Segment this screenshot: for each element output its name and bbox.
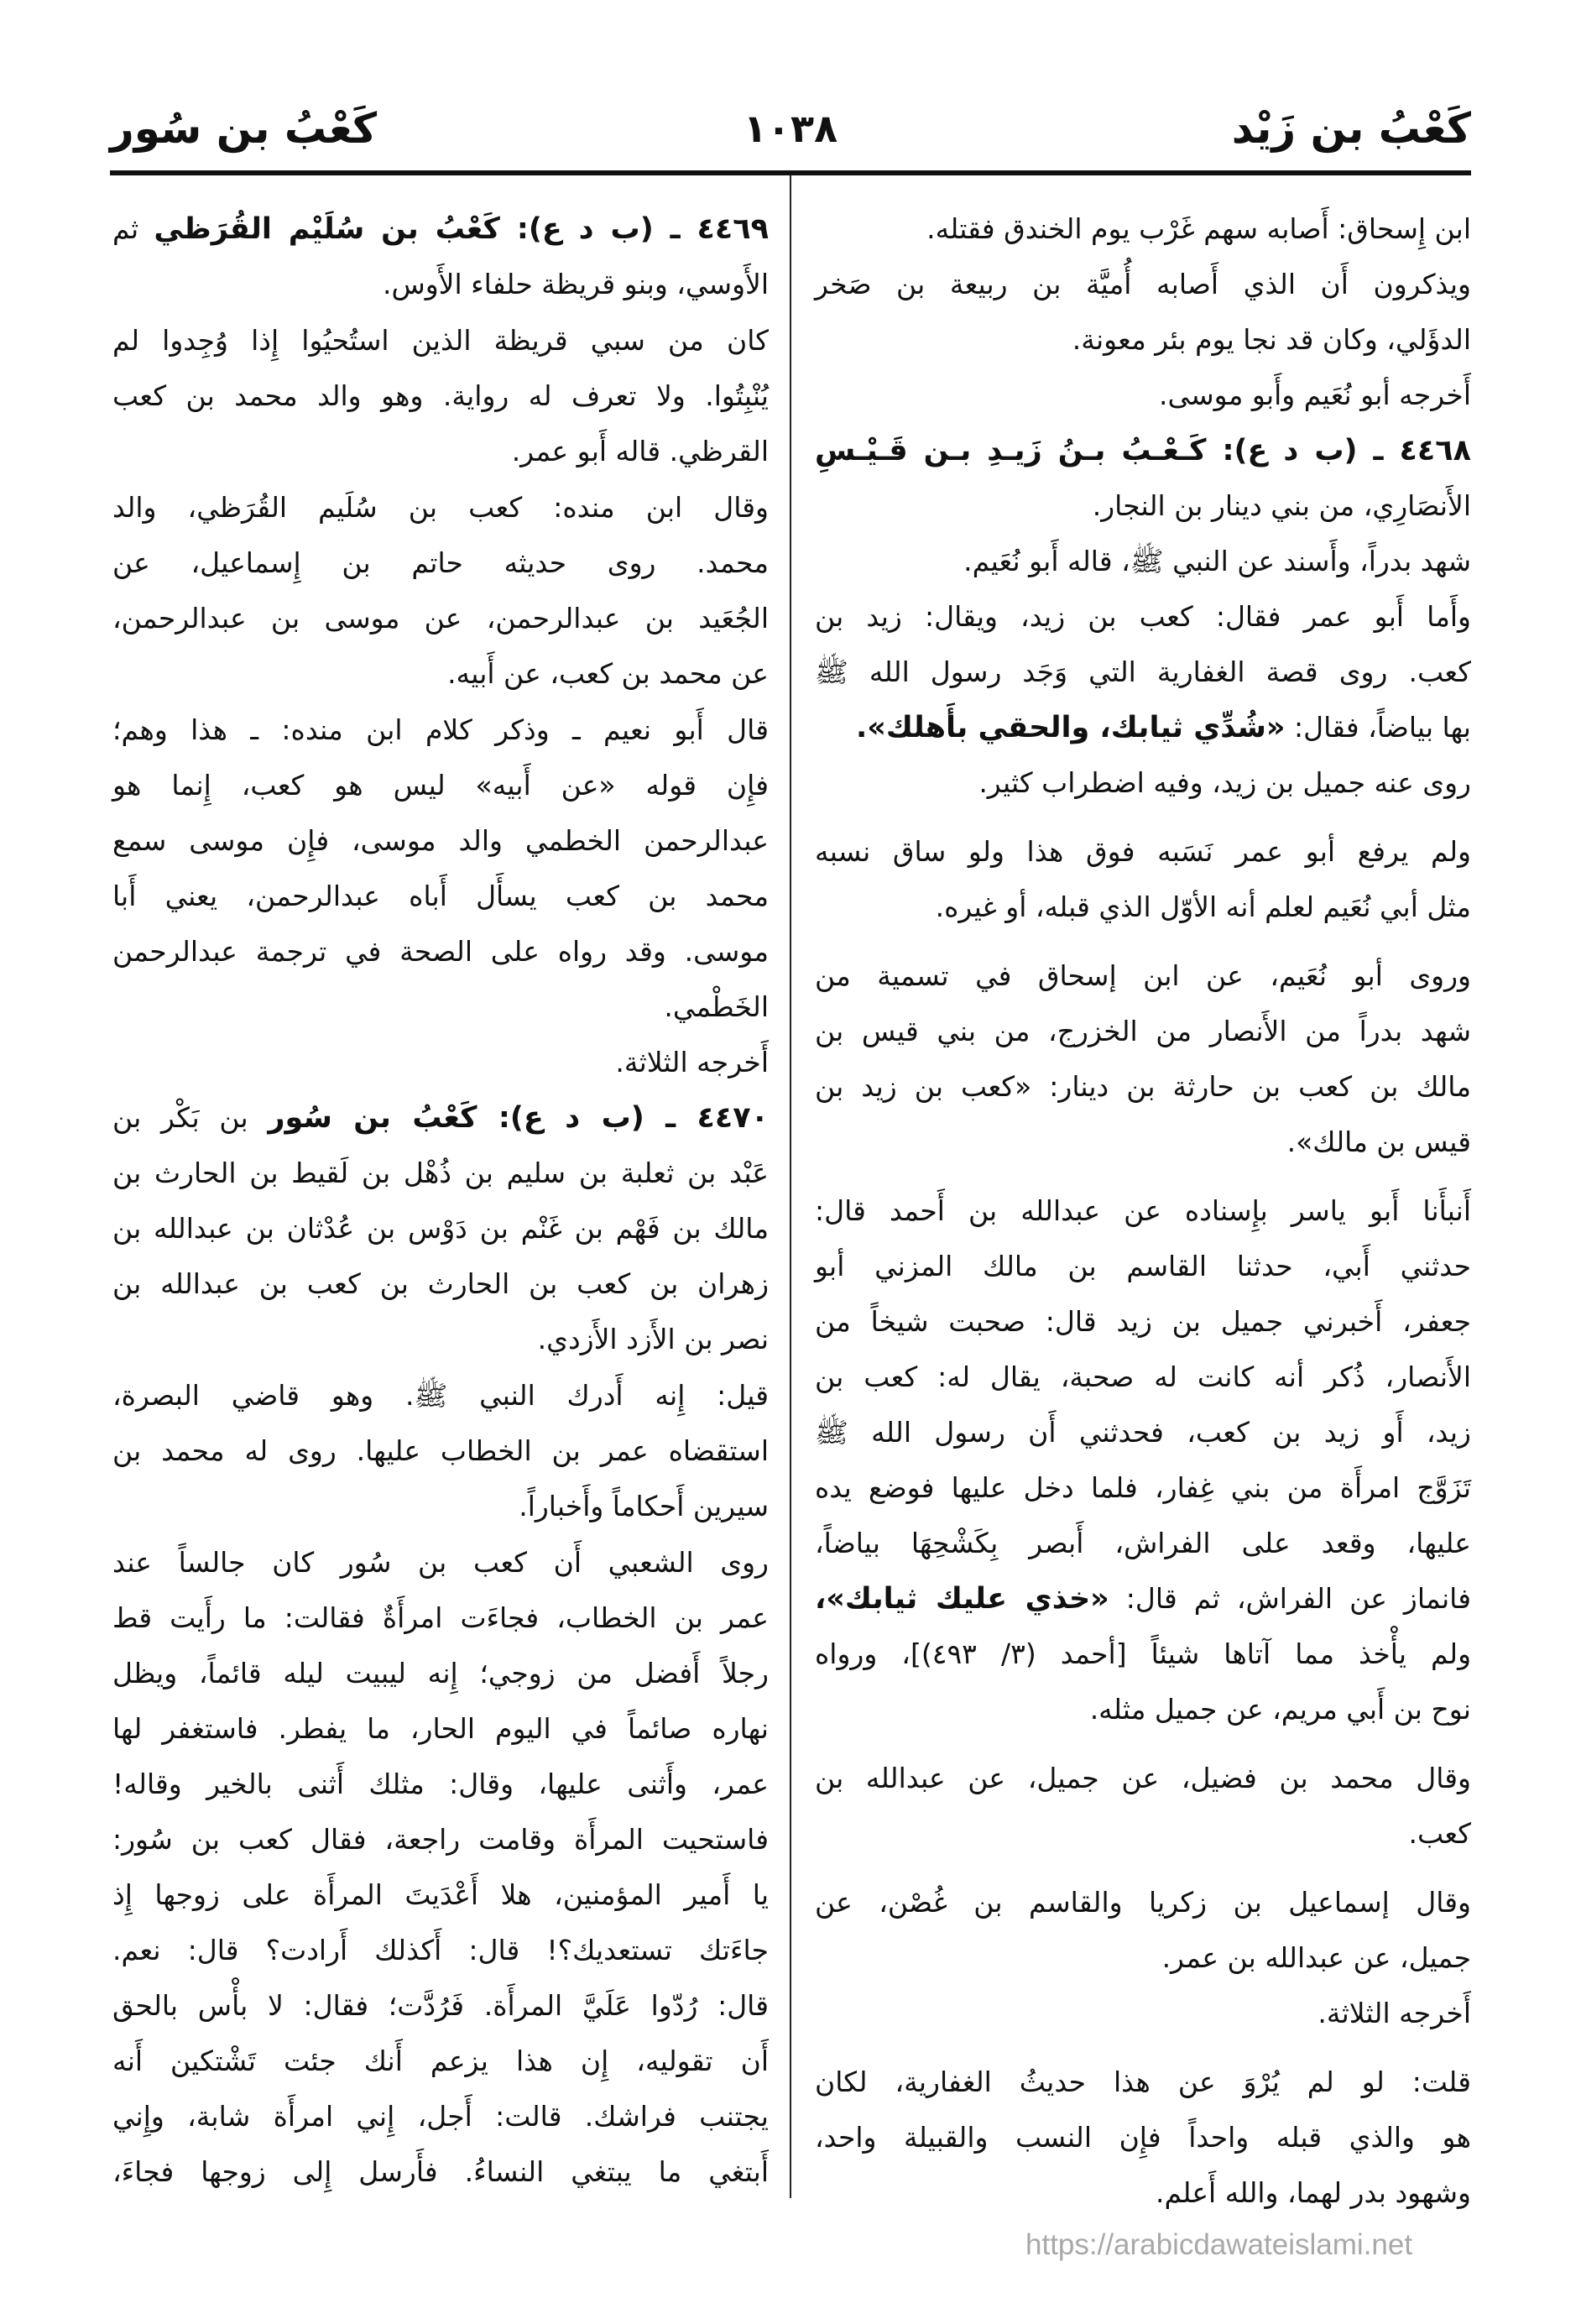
line-text: جعفر، أَخبرني جميل بن زيد قال: صحبت شيخاً من [815, 1305, 1471, 1338]
text-line [112, 1256, 769, 1312]
text-line [112, 1646, 769, 1701]
line-text: جاءَتك تستعديك؟! قال: أَكذلك أَرادت؟ قال: نعم. [112, 1934, 769, 1966]
line-text: زهران بن كعب بن الحارث بن كعب بن عبدالله بن [112, 1267, 769, 1300]
text-line [112, 1867, 769, 1923]
line-text: يجتنب فراشك. قالت: أَجل، إِني امرأَة شابة، وإِني [112, 2100, 769, 2133]
line-text: كعب. [1408, 1817, 1471, 1850]
text-line [815, 1516, 1471, 1571]
right-column [815, 201, 1471, 2221]
line-text: أَخرجه الثلاثة. [615, 1046, 769, 1078]
line-text: قلت: لو لم يُرْوَ عن هذا حديثُ الغفارية، لكان [815, 2065, 1471, 2098]
text-line [815, 1183, 1471, 1239]
text-line [815, 824, 1471, 880]
line-text: أَخرجه أبو نُعَيم وأَبو موسى. [1159, 379, 1471, 411]
line-text: رجلاً أَفضل من زوجي؛ إِنه ليبيت ليله قائماً، ويظل [112, 1657, 769, 1689]
text-line [112, 813, 769, 869]
text-line [815, 534, 1471, 589]
line-text: أَبتغي ما يبتغي النساءُ. فأَرسل إِلى زوجها فجاءَ، [112, 2155, 769, 2188]
text-line [112, 1312, 769, 1367]
text-line [815, 2055, 1471, 2110]
text-line [815, 2110, 1471, 2165]
text-line [112, 1757, 769, 1812]
line-text: هو والذي قبله واحداً فإِن النسب والقبيلة واحد، [815, 2121, 1471, 2154]
line-text: قيل: إِنه أَدرك النبي ﷺ. وهو قاضي البصرة، [112, 1379, 769, 1412]
text-line [112, 979, 769, 1035]
line-text: وشهود بدر لهما، والله أَعلم. [1155, 2176, 1471, 2209]
text-line [815, 1239, 1471, 1294]
line-text: استقضاه عمر بن الخطاب عليها. روى له محمد بن [112, 1434, 769, 1467]
line-text: وقال إسماعيل بن زكريا والقاسم بن غُصْن، عن [815, 1886, 1471, 1919]
line-text: يُنْبِتُوا. ولا تعرف له رواية. وهو والد محمد بن كعب [112, 379, 769, 412]
line-text: قال: رُدّوا عَلَيَّ المرأَة. فَرُدَّت؛ فقال: لا بأْس بالحق [112, 1989, 769, 2022]
text-line [815, 257, 1471, 312]
text-line [112, 535, 769, 591]
line-text: مالك بن فَهْم بن غَنْم بن دَوْس بن عُدْثان بن عبدالله بن [112, 1212, 769, 1245]
entry-heading-line [112, 1090, 769, 1146]
text-line [815, 755, 1471, 811]
text-line [815, 589, 1471, 645]
left-column [112, 201, 769, 2200]
line-text: روى عنه جميل بن زيد، وفيه اضطراب كثير. [978, 766, 1471, 799]
entry-heading: ٤٤٧٠ ـ (ب د ع): كَعْبُ بن سُور [268, 1101, 769, 1135]
running-header-right: كَعْبُ بن زَيْد [1231, 104, 1471, 153]
line-text: الأَوسي، وبنو قريظة حلفاء الأَوس. [382, 268, 769, 300]
text-line [815, 312, 1471, 368]
text-line [112, 1812, 769, 1867]
text-line [112, 1423, 769, 1479]
line-text: نوح بن أَبي مريم، عن جميل مثله. [1089, 1693, 1471, 1726]
entry-heading-line [112, 201, 769, 257]
line-text: قيس بن مالك». [1286, 1125, 1471, 1158]
line-text: وقال محمد بن فضيل، عن جميل، عن عبدالله بن [815, 1762, 1471, 1794]
line-text: ويذكرون أَن الذي أَصابه أُميَّة بن ربيعة بن صَخر [815, 268, 1471, 300]
line-text: محمد. روى حديثه حاتم بن إِسماعيل، عن [112, 546, 769, 579]
line-text: عن محمد بن كعب، عن أَبيه. [447, 657, 769, 690]
text-line [112, 646, 769, 702]
line-text: أَنبأَنا أَبو ياسر بإِسناده عن عبدالله بن أَحمد قال: [815, 1194, 1471, 1227]
line-text: كعب. روى قصة الغفارية التي وَجَد رسول الله ﷺ [815, 655, 1471, 688]
text-line [112, 257, 769, 312]
text-line [112, 869, 769, 924]
line-text: بن بَكْر بن [112, 1101, 269, 1134]
text-line [815, 2165, 1471, 2221]
line-text: كان من سبي قريظة الذين استُحيُوا إِذا وُجِدوا لم [112, 324, 769, 357]
text-line [112, 1923, 769, 1978]
line-text: ولم يأْخذ مما آتاها شيئاً [أحمد (٣/ ٤٩٣)]، ورواه [815, 1637, 1472, 1670]
text-line [815, 478, 1471, 534]
text-line [815, 201, 1471, 257]
text-line [815, 1682, 1471, 1737]
text-line [112, 924, 769, 979]
text-line [815, 1460, 1471, 1516]
text-line [112, 2144, 769, 2200]
entry-heading: ٤٤٦٨ ـ (ب د ع): كَـعْـبُ بـنُ زَيـدِ بـن قَـيْـسِ [815, 434, 1471, 467]
line-text: وقال ابن منده: كعب بن سُلَيم القُرَظي، والد [112, 491, 769, 524]
text-line [112, 2089, 769, 2144]
line-text: موسى. وقد رواه على الصحة في ترجمة عبدالرحمن [112, 935, 769, 968]
text-line [815, 1875, 1471, 1930]
line-text: مالك بن كعب بن حارثة بن دينار: «كعب بن زيد بن [815, 1070, 1471, 1103]
text-line [815, 645, 1471, 700]
page-number: ١٠٣٨ [743, 106, 838, 151]
running-header-left: كَعْبُ بن سُور [110, 104, 378, 153]
line-text: حدثني أَبي، حدثنا القاسم بن مالك المزني أبو [815, 1250, 1471, 1282]
line-text: وأَما أَبو عمر فقال: كعب بن زيد، ويقال: زيد بن [815, 600, 1471, 633]
line-text: نصر بن الأَزد الأَزدي. [537, 1323, 769, 1355]
text-line [815, 1059, 1471, 1115]
line-text: عليها، وقعد على الفراش، أَبصر بِكَشْحِهَا بياضاً، [815, 1527, 1471, 1559]
hadith-quote: «خذي عليك ثيابك»، [815, 1582, 1109, 1616]
entry-heading: ٤٤٦٩ ـ (ب د ع): كَعْبُ بن سُلَيْم القُرَظي [154, 212, 769, 246]
text-line [815, 1627, 1471, 1682]
text-line [815, 1115, 1471, 1170]
text-line [815, 1751, 1471, 1806]
line-text: وروى أبو نُعَيم، عن ابن إسحاق في تسمية من [815, 959, 1471, 992]
text-line [112, 1368, 769, 1423]
line-text: بها بياضاً، فقال: [1285, 711, 1471, 744]
line-text: عَبْد بن ثعلبة بن سليم بن ذُهْل بن لَقيط بن الحارث بن [112, 1157, 769, 1189]
line-text: الدؤَلي، وكان قد نجا يوم بئر معونة. [1072, 323, 1471, 356]
text-line [112, 1201, 769, 1256]
line-text: عمر بن الخطاب، فجاءَت امرأَةٌ فقالت: ما رأَيت قط [112, 1601, 769, 1634]
line-text: الجُعَيد بن عبدالرحمن، عن موسى بن عبدالرحمن، [112, 602, 769, 635]
line-text: الأَنصار، ذُكر أنه كانت له صحبة، يقال له: كعب بن [815, 1360, 1471, 1393]
text-line [815, 1571, 1471, 1627]
line-text: شهد بدراً، وأَسند عن النبي ﷺ، قاله أَبو نُعَيم. [963, 545, 1471, 577]
line-text: القرظي. قاله أَبو عمر. [511, 435, 769, 467]
line-text: زيد، أَو زيد بن كعب، فحدثني أَن رسول الله ﷺ [815, 1416, 1471, 1449]
line-text: أَن تقوليه، إِن هذا يزعم أَنك جئت تَشْتكين أَنه [112, 2045, 769, 2077]
text-line [112, 758, 769, 813]
line-text: ابن إِسحاق: أَصابه سهم غَرْب يوم الخندق فقتله. [926, 212, 1471, 245]
line-text: محمد بن كعب يسأَل أَباه عبدالرحمن، يعني أَبا [112, 880, 769, 912]
text-line [815, 1004, 1471, 1059]
line-text: فاستحيت المرأَة وقامت راجعة، فقال كعب بن سُور: [112, 1823, 769, 1856]
line-text: عبدالرحمن الخطمي والد موسى، فإِن موسى سمع [112, 824, 769, 857]
line-text: فإِن قوله «عن أَبيه» ليس هو كعب، إِنما هو [112, 769, 769, 802]
line-text: شهد بدراً من الأَنصار من الخزرج، من بني قيس بن [815, 1015, 1471, 1047]
text-line [815, 1986, 1471, 2041]
line-text: قال أَبو نعيم ـ وذكر كلام ابن منده: ـ هذا وهم؛ [112, 713, 769, 746]
text-line [112, 591, 769, 646]
text-line [112, 1978, 769, 2034]
text-line [815, 368, 1471, 423]
line-text: الأَنصَارِي، من بني دينار بن النجار. [1092, 489, 1471, 522]
entry-heading-line [815, 423, 1471, 478]
text-line [815, 880, 1471, 935]
text-line [815, 1350, 1471, 1405]
text-line [815, 1930, 1471, 1986]
text-line [112, 1535, 769, 1590]
line-text: أَخرجه الثلاثة. [1318, 1997, 1471, 2029]
line-text: عمر، وأَثنى عليها، وقال: مثلك أَثنى بالخير وقاله! [112, 1768, 769, 1800]
text-line [112, 2034, 769, 2089]
text-line [815, 1806, 1471, 1862]
line-text: نهاره صائماً في اليوم الحار، ما يفطر. فاستغفر لها [112, 1712, 769, 1745]
line-text: سيرين أَحكاماً وأَخباراً. [519, 1490, 769, 1522]
text-line [815, 948, 1471, 1004]
text-line [815, 1405, 1471, 1460]
line-text: تَزَوَّج امرأَة من بني غِفار، فلما دخل عليها فوضع يده [815, 1471, 1471, 1504]
text-line [112, 480, 769, 535]
line-text: جميل، عن عبدالله بن عمر. [1161, 1941, 1471, 1974]
text-line [112, 313, 769, 368]
text-line [112, 1701, 769, 1757]
line-text: ولم يرفع أبو عمر نَسَبه فوق هذا ولو ساق نسبه [815, 835, 1471, 868]
line-text: ثم [112, 212, 154, 245]
line-text: يا أَمير المؤمنين، هلا أَعْدَيتَ المرأَة على زوجها إِذ [112, 1878, 769, 1911]
line-text: الخَطْمي. [664, 990, 769, 1023]
text-line [112, 1035, 769, 1090]
text-line [112, 424, 769, 479]
text-line [112, 702, 769, 758]
text-line [815, 700, 1471, 755]
text-line [112, 1479, 769, 1534]
text-line [112, 1590, 769, 1646]
watermark-url: https://arabicdawateislami.net [1025, 2228, 1413, 2261]
text-line [815, 1294, 1471, 1350]
text-line [112, 368, 769, 424]
text-line [112, 1146, 769, 1201]
line-text: روى الشعبي أَن كعب بن سُور كان جالساً عند [112, 1546, 769, 1579]
line-text: مثل أبي نُعَيم لعلم أنه الأوّل الذي قبله، أو غيره. [935, 890, 1471, 923]
hadith-quote: «شُدِّي ثيابك، والحقي بأَهلك». [855, 711, 1286, 744]
line-text: فانماز عن الفراش، ثم قال: [1109, 1582, 1471, 1615]
column-divider [790, 175, 791, 2198]
